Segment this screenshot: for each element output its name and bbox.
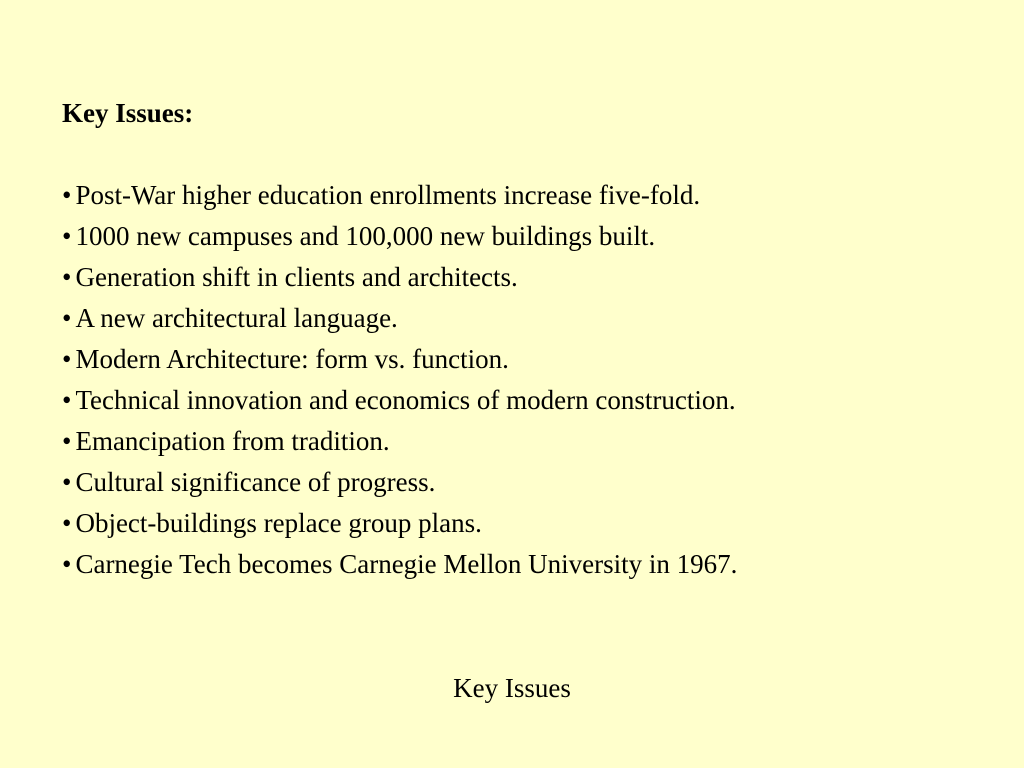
slide-content — [62, 93, 992, 585]
bullet-item — [62, 503, 992, 544]
bullet-item — [62, 380, 992, 421]
bullet-item — [62, 175, 992, 216]
bullet-icon: • — [62, 549, 72, 579]
bullet-icon: • — [62, 262, 72, 292]
slide-footer-title: Key Issues — [453, 673, 571, 703]
bullet-icon: • — [62, 385, 72, 415]
bullet-text: Technical innovation and economics of modern construction. — [75, 385, 736, 415]
bullet-text: Cultural significance of progress. — [75, 467, 436, 497]
bullet-item — [62, 462, 992, 503]
bullet-icon: • — [62, 221, 72, 251]
bullet-item — [62, 544, 992, 585]
bullet-list — [62, 175, 992, 585]
bullet-icon: • — [62, 508, 72, 538]
bullet-text: A new architectural language. — [75, 303, 398, 333]
bullet-text: Carnegie Tech becomes Carnegie Mellon University in 1967. — [75, 549, 738, 579]
slide-heading: Key Issues: — [62, 98, 194, 128]
bullet-text: Generation shift in clients and architects. — [75, 262, 518, 292]
bullet-text: 1000 new campuses and 100,000 new buildings built. — [75, 221, 656, 251]
bullet-icon: • — [62, 344, 72, 374]
bullet-item — [62, 339, 992, 380]
bullet-item — [62, 216, 992, 257]
bullet-text: Modern Architecture: form vs. function. — [75, 344, 509, 374]
bullet-item — [62, 257, 992, 298]
bullet-text: Object-buildings replace group plans. — [75, 508, 482, 538]
bullet-icon: • — [62, 303, 72, 333]
bullet-item — [62, 298, 992, 339]
bullet-icon: • — [62, 467, 72, 497]
bullet-item — [62, 421, 992, 462]
bullet-text: Post-War higher education enrollments increase five-fold. — [75, 180, 701, 210]
bullet-text: Emancipation from tradition. — [75, 426, 390, 456]
bullet-icon: • — [62, 180, 72, 210]
bullet-icon: • — [62, 426, 72, 456]
